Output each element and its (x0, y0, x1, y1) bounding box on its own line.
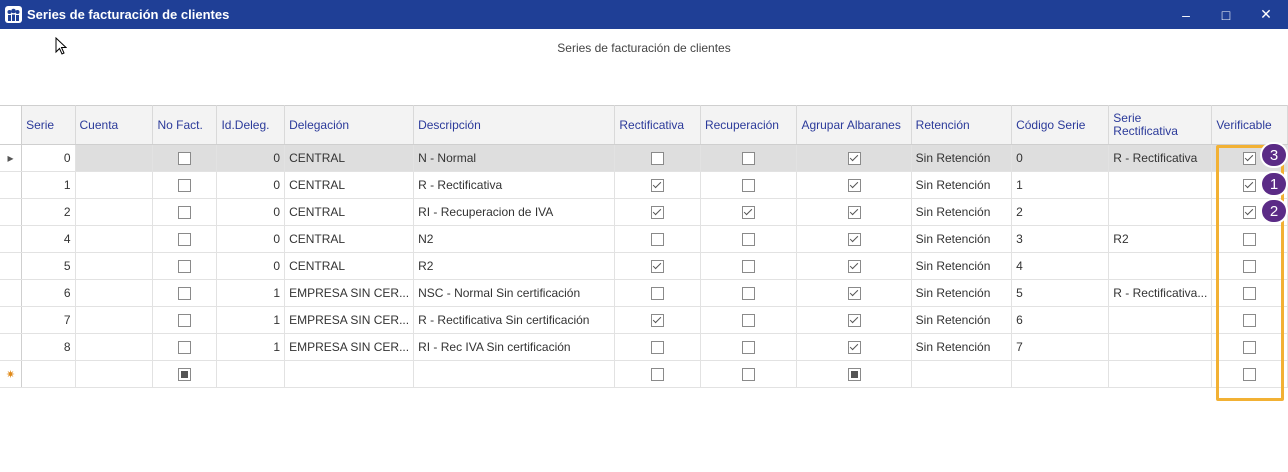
rectificativa-checkbox[interactable] (651, 179, 664, 192)
cell-recuperacion (700, 145, 797, 172)
rectificativa-checkbox[interactable] (651, 233, 664, 246)
cell-cuenta[interactable] (75, 145, 153, 172)
row-indicator (0, 307, 22, 334)
cell-no-fact (153, 199, 217, 226)
recuperacion-checkbox[interactable] (742, 233, 755, 246)
cell-codigo-serie[interactable]: 2 (1012, 199, 1109, 226)
cell-delegacion[interactable]: CENTRAL (285, 172, 414, 199)
no-fact-checkbox[interactable] (178, 206, 191, 219)
header-recuperacion[interactable]: Recuperación (700, 106, 797, 145)
new-row-marker-icon: ✷ (0, 361, 22, 388)
cell-no-fact (153, 253, 217, 280)
rectificativa-checkbox[interactable] (651, 287, 664, 300)
cell-delegacion[interactable] (285, 361, 414, 388)
cell-retencion[interactable]: Sin Retención (911, 172, 1011, 199)
table-row[interactable] (0, 253, 1288, 280)
cell-cuenta[interactable] (75, 199, 153, 226)
rectificativa-checkbox[interactable] (651, 368, 664, 381)
series-grid[interactable] (0, 105, 1288, 388)
callout-badge-1: 1 (1262, 173, 1286, 195)
cell-retencion[interactable]: Sin Retención (911, 145, 1011, 172)
agrupar-albaranes-checkbox[interactable] (848, 314, 861, 327)
recuperacion-checkbox[interactable] (742, 179, 755, 192)
agrupar-albaranes-checkbox[interactable] (848, 368, 861, 381)
grid-body (0, 145, 1288, 388)
cell-agrupar-albaranes (797, 361, 911, 388)
cell-agrupar-albaranes (797, 334, 911, 361)
cell-descripcion[interactable]: NSC - Normal Sin certificación (414, 280, 615, 307)
recuperacion-checkbox[interactable] (742, 152, 755, 165)
cell-rectificativa (615, 307, 701, 334)
no-fact-checkbox[interactable] (178, 260, 191, 273)
header-serie[interactable]: Serie (22, 106, 75, 145)
minimize-button[interactable]: – (1182, 6, 1190, 23)
cell-serie[interactable]: 6 (22, 280, 75, 307)
cell-serie-rectificativa[interactable] (1109, 307, 1212, 334)
series-table (0, 105, 1288, 388)
cell-recuperacion (700, 334, 797, 361)
cell-serie-rectificativa[interactable]: R - Rectificativa (1109, 145, 1212, 172)
cell-codigo-serie[interactable] (1012, 361, 1109, 388)
row-indicator (0, 334, 22, 361)
no-fact-checkbox[interactable] (178, 233, 191, 246)
cell-descripcion[interactable]: N - Normal (414, 145, 615, 172)
cell-codigo-serie[interactable]: 5 (1012, 280, 1109, 307)
cell-descripcion[interactable]: RI - Recuperacion de IVA (414, 199, 615, 226)
header-descripcion[interactable]: Descripción (414, 106, 615, 145)
header-id-deleg[interactable]: Id.Deleg. (217, 106, 285, 145)
cell-agrupar-albaranes (797, 226, 911, 253)
cell-recuperacion (700, 172, 797, 199)
table-row[interactable] (0, 307, 1288, 334)
header-indicator (0, 106, 22, 145)
cell-recuperacion (700, 361, 797, 388)
header-codigo-serie[interactable]: Código Serie (1012, 106, 1109, 145)
row-indicator (0, 199, 22, 226)
cell-serie[interactable]: 2 (22, 199, 75, 226)
cell-cuenta[interactable] (75, 334, 153, 361)
header-no-fact[interactable]: No Fact. (153, 106, 217, 145)
recuperacion-checkbox[interactable] (742, 314, 755, 327)
cell-rectificativa (615, 334, 701, 361)
cell-serie-rectificativa[interactable] (1109, 253, 1212, 280)
cell-agrupar-albaranes (797, 172, 911, 199)
cell-descripcion[interactable]: R2 (414, 253, 615, 280)
cell-no-fact (153, 334, 217, 361)
no-fact-checkbox[interactable] (178, 152, 191, 165)
cell-agrupar-albaranes (797, 199, 911, 226)
cell-agrupar-albaranes (797, 307, 911, 334)
cell-no-fact (153, 307, 217, 334)
cell-descripcion[interactable]: N2 (414, 226, 615, 253)
cell-rectificativa (615, 199, 701, 226)
cell-id-deleg[interactable]: 0 (217, 145, 285, 172)
cell-serie-rectificativa[interactable]: R2 (1109, 226, 1212, 253)
cell-rectificativa (615, 361, 701, 388)
cell-no-fact (153, 145, 217, 172)
agrupar-albaranes-checkbox[interactable] (848, 152, 861, 165)
cell-agrupar-albaranes (797, 280, 911, 307)
cell-rectificativa (615, 145, 701, 172)
cell-id-deleg[interactable] (217, 361, 285, 388)
cell-codigo-serie[interactable]: 0 (1012, 145, 1109, 172)
window-title: Series de facturación de clientes (27, 7, 230, 22)
cell-codigo-serie[interactable]: 4 (1012, 253, 1109, 280)
cell-recuperacion (700, 226, 797, 253)
cell-id-deleg[interactable]: 0 (217, 199, 285, 226)
cell-id-deleg[interactable]: 1 (217, 307, 285, 334)
cell-no-fact (153, 172, 217, 199)
no-fact-checkbox[interactable] (178, 287, 191, 300)
rectificativa-checkbox[interactable] (651, 152, 664, 165)
header-serie-rectificativa[interactable]: Serie Rectificativa (1109, 106, 1212, 145)
cell-descripcion[interactable] (414, 361, 615, 388)
recuperacion-checkbox[interactable] (742, 341, 755, 354)
cell-id-deleg[interactable]: 0 (217, 172, 285, 199)
row-indicator (0, 226, 22, 253)
cell-retencion[interactable] (911, 361, 1011, 388)
cell-recuperacion (700, 253, 797, 280)
no-fact-checkbox[interactable] (178, 341, 191, 354)
recuperacion-checkbox[interactable] (742, 368, 755, 381)
cell-serie[interactable]: 8 (22, 334, 75, 361)
cell-serie[interactable] (22, 361, 75, 388)
cell-delegacion[interactable]: CENTRAL (285, 145, 414, 172)
cell-cuenta[interactable] (75, 307, 153, 334)
header-retencion[interactable]: Retención (911, 106, 1011, 145)
cell-delegacion[interactable]: CENTRAL (285, 226, 414, 253)
cell-descripcion[interactable]: RI - Rec IVA Sin certificación (414, 334, 615, 361)
cell-recuperacion (700, 199, 797, 226)
header-cuenta[interactable]: Cuenta (75, 106, 153, 145)
users-group-icon (5, 6, 22, 23)
row-indicator (0, 280, 22, 307)
maximize-button[interactable]: □ (1221, 6, 1231, 23)
form-title: Series de facturación de clientes (557, 41, 731, 55)
cell-codigo-serie[interactable]: 3 (1012, 226, 1109, 253)
cell-codigo-serie[interactable]: 6 (1012, 307, 1109, 334)
cell-delegacion[interactable]: EMPRESA SIN CER... (285, 307, 414, 334)
cell-no-fact (153, 226, 217, 253)
recuperacion-checkbox[interactable] (742, 260, 755, 273)
header-verificable[interactable]: Verificable (1212, 106, 1288, 145)
agrupar-albaranes-checkbox[interactable] (848, 341, 861, 354)
cell-rectificativa (615, 226, 701, 253)
header-rectificativa[interactable]: Rectificativa (615, 106, 701, 145)
rectificativa-checkbox[interactable] (651, 314, 664, 327)
cell-retencion[interactable]: Sin Retención (911, 199, 1011, 226)
cell-rectificativa (615, 280, 701, 307)
cell-id-deleg[interactable]: 0 (217, 253, 285, 280)
table-row[interactable] (0, 199, 1288, 226)
cell-serie-rectificativa[interactable] (1109, 199, 1212, 226)
table-row[interactable] (0, 280, 1288, 307)
header-agrupar-albaranes[interactable]: Agrupar Albaranes (797, 106, 911, 145)
cell-no-fact (153, 361, 217, 388)
recuperacion-checkbox[interactable] (742, 287, 755, 300)
cell-retencion[interactable]: Sin Retención (911, 334, 1011, 361)
new-row[interactable] (0, 361, 1288, 388)
no-fact-checkbox[interactable] (178, 368, 191, 381)
cell-cuenta[interactable] (75, 280, 153, 307)
table-row[interactable] (0, 226, 1288, 253)
rectificativa-checkbox[interactable] (651, 260, 664, 273)
table-row[interactable] (0, 334, 1288, 361)
cell-id-deleg[interactable]: 0 (217, 226, 285, 253)
no-fact-checkbox[interactable] (178, 314, 191, 327)
cell-cuenta[interactable] (75, 253, 153, 280)
cell-serie[interactable]: 7 (22, 307, 75, 334)
agrupar-albaranes-checkbox[interactable] (848, 260, 861, 273)
close-button[interactable]: ✕ (1260, 6, 1272, 22)
agrupar-albaranes-checkbox[interactable] (848, 233, 861, 246)
cell-cuenta[interactable] (75, 172, 153, 199)
no-fact-checkbox[interactable] (178, 179, 191, 192)
callout-badge-3: 3 (1262, 144, 1286, 166)
cell-serie-rectificativa[interactable] (1109, 334, 1212, 361)
cell-retencion[interactable]: Sin Retención (911, 307, 1011, 334)
cell-recuperacion (700, 280, 797, 307)
cell-delegacion[interactable]: EMPRESA SIN CER... (285, 334, 414, 361)
cell-descripcion[interactable]: R - Rectificativa Sin certificación (414, 307, 615, 334)
cell-agrupar-albaranes (797, 145, 911, 172)
table-row[interactable] (0, 145, 1288, 172)
agrupar-albaranes-checkbox[interactable] (848, 206, 861, 219)
cell-retencion[interactable]: Sin Retención (911, 226, 1011, 253)
row-indicator (0, 172, 22, 199)
cell-serie[interactable]: 0 (22, 145, 75, 172)
cell-no-fact (153, 280, 217, 307)
cell-retencion[interactable]: Sin Retención (911, 253, 1011, 280)
header-row (0, 106, 1288, 145)
cell-serie[interactable]: 1 (22, 172, 75, 199)
recuperacion-checkbox[interactable] (742, 206, 755, 219)
cell-delegacion[interactable]: CENTRAL (285, 253, 414, 280)
agrupar-albaranes-checkbox[interactable] (848, 179, 861, 192)
rectificativa-checkbox[interactable] (651, 341, 664, 354)
cell-serie[interactable]: 4 (22, 226, 75, 253)
row-indicator (0, 253, 22, 280)
cell-id-deleg[interactable]: 1 (217, 280, 285, 307)
cell-descripcion[interactable]: R - Rectificativa (414, 172, 615, 199)
cell-cuenta[interactable] (75, 361, 153, 388)
cell-codigo-serie[interactable]: 7 (1012, 334, 1109, 361)
cell-serie-rectificativa[interactable]: R - Rectificativa... (1109, 280, 1212, 307)
cell-codigo-serie[interactable]: 1 (1012, 172, 1109, 199)
table-row[interactable] (0, 172, 1288, 199)
agrupar-albaranes-checkbox[interactable] (848, 287, 861, 300)
row-indicator: ▸ (0, 145, 22, 172)
cell-agrupar-albaranes (797, 253, 911, 280)
rectificativa-checkbox[interactable] (651, 206, 664, 219)
cell-id-deleg[interactable]: 1 (217, 334, 285, 361)
cell-serie-rectificativa[interactable] (1109, 361, 1212, 388)
cell-delegacion[interactable]: EMPRESA SIN CER... (285, 280, 414, 307)
cell-cuenta[interactable] (75, 226, 153, 253)
title-bar (0, 0, 1288, 29)
cell-serie-rectificativa[interactable] (1109, 172, 1212, 199)
cell-serie[interactable]: 5 (22, 253, 75, 280)
callout-badge-2: 2 (1262, 200, 1286, 222)
cell-recuperacion (700, 307, 797, 334)
cell-rectificativa (615, 172, 701, 199)
cell-rectificativa (615, 253, 701, 280)
cell-retencion[interactable]: Sin Retención (911, 280, 1011, 307)
cell-delegacion[interactable]: CENTRAL (285, 199, 414, 226)
header-delegacion[interactable]: Delegación (285, 106, 414, 145)
